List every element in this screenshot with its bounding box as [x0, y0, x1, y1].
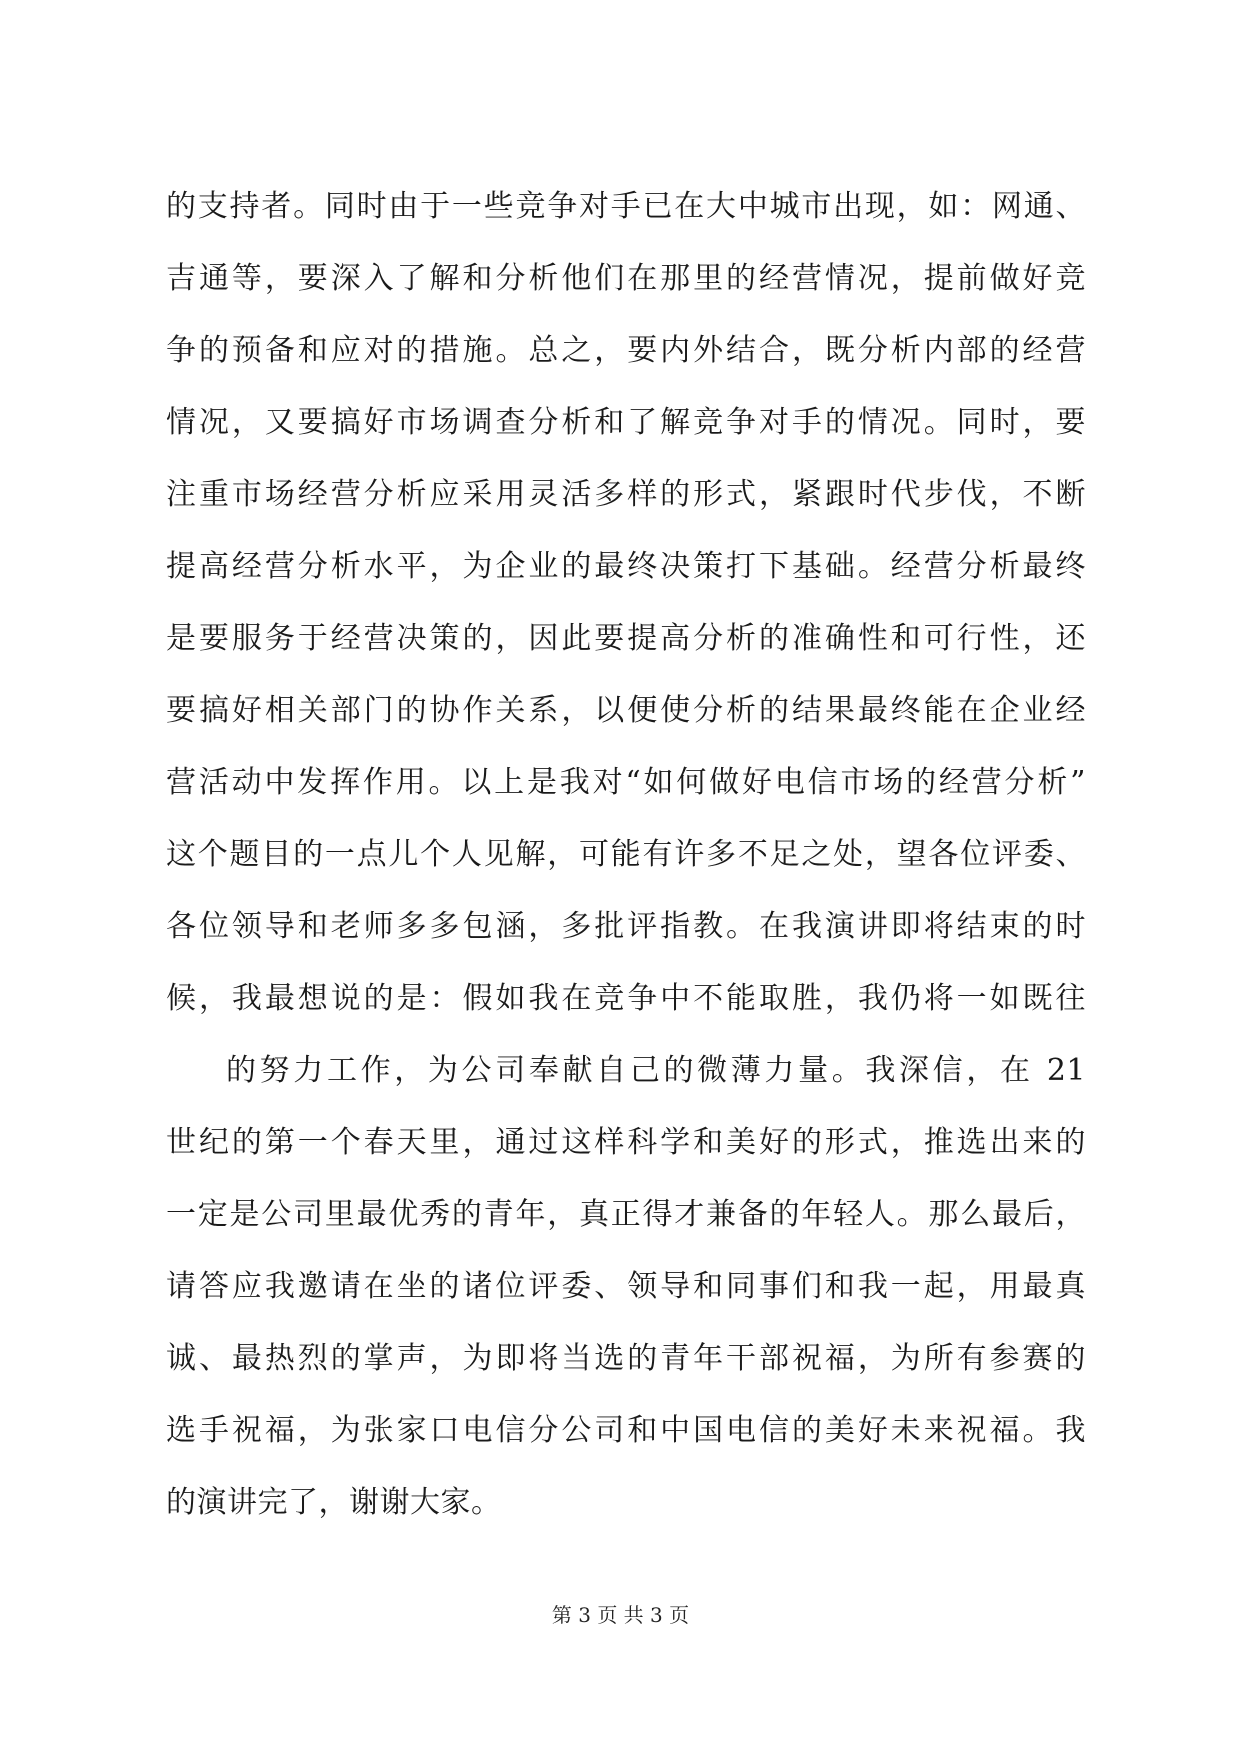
text-line: 世纪的第一个春天里，通过这样科学和美好的形式，推选出来的 — [166, 1125, 1086, 1160]
text-line: 请答应我邀请在坐的诸位评委、领导和同事们和我一起，用最真 — [166, 1269, 1086, 1304]
text-line: 各位领导和老师多多包涵，多批评指教。在我演讲即将结束的时 — [166, 909, 1086, 944]
text-line: 一定是公司里最优秀的青年，真正得才兼备的年轻人。那么最后， — [166, 1197, 1086, 1232]
text-line-indented: 的努力工作，为公司奉献自己的微薄力量。我深信，在 21 — [226, 1053, 1086, 1088]
text-line: 这个题目的一点儿个人见解，可能有许多不足之处，望各位评委、 — [166, 837, 1086, 872]
text-line: 注重市场经营分析应采用灵活多样的形式，紧跟时代步伐，不断 — [166, 477, 1086, 512]
text-line: 提高经营分析水平，为企业的最终决策打下基础。经营分析最终 — [166, 549, 1086, 584]
text-line: 诚、最热烈的掌声，为即将当选的青年干部祝福，为所有参赛的 — [166, 1341, 1086, 1376]
text-line: 吉通等，要深入了解和分析他们在那里的经营情况，提前做好竞 — [166, 261, 1086, 296]
page-number-label: 第 3 页 共 3 页 — [551, 1603, 690, 1627]
text-line-last: 的演讲完了，谢谢大家。 — [166, 1485, 502, 1520]
text-line: 是要服务于经营决策的，因此要提高分析的准确性和可行性，还 — [166, 621, 1086, 656]
text-line: 要搞好相关部门的协作关系，以便使分析的结果最终能在企业经 — [166, 693, 1086, 728]
page-footer — [0, 1601, 1241, 1629]
body-text — [166, 171, 1086, 1539]
text-line: 候，我最想说的是：假如我在竞争中不能取胜，我仍将一如既往 — [166, 981, 1086, 1016]
text-line: 的支持者。同时由于一些竞争对手已在大中城市出现，如：网通、 — [166, 189, 1086, 224]
text-line: 争的预备和应对的措施。总之，要内外结合，既分析内部的经营 — [166, 333, 1086, 368]
text-line: 营活动中发挥作用。以上是我对“如何做好电信市场的经营分析” — [166, 765, 1086, 800]
text-line: 选手祝福，为张家口电信分公司和中国电信的美好未来祝福。我 — [166, 1413, 1086, 1448]
text-line: 情况，又要搞好市场调查分析和了解竞争对手的情况。同时，要 — [166, 405, 1086, 440]
